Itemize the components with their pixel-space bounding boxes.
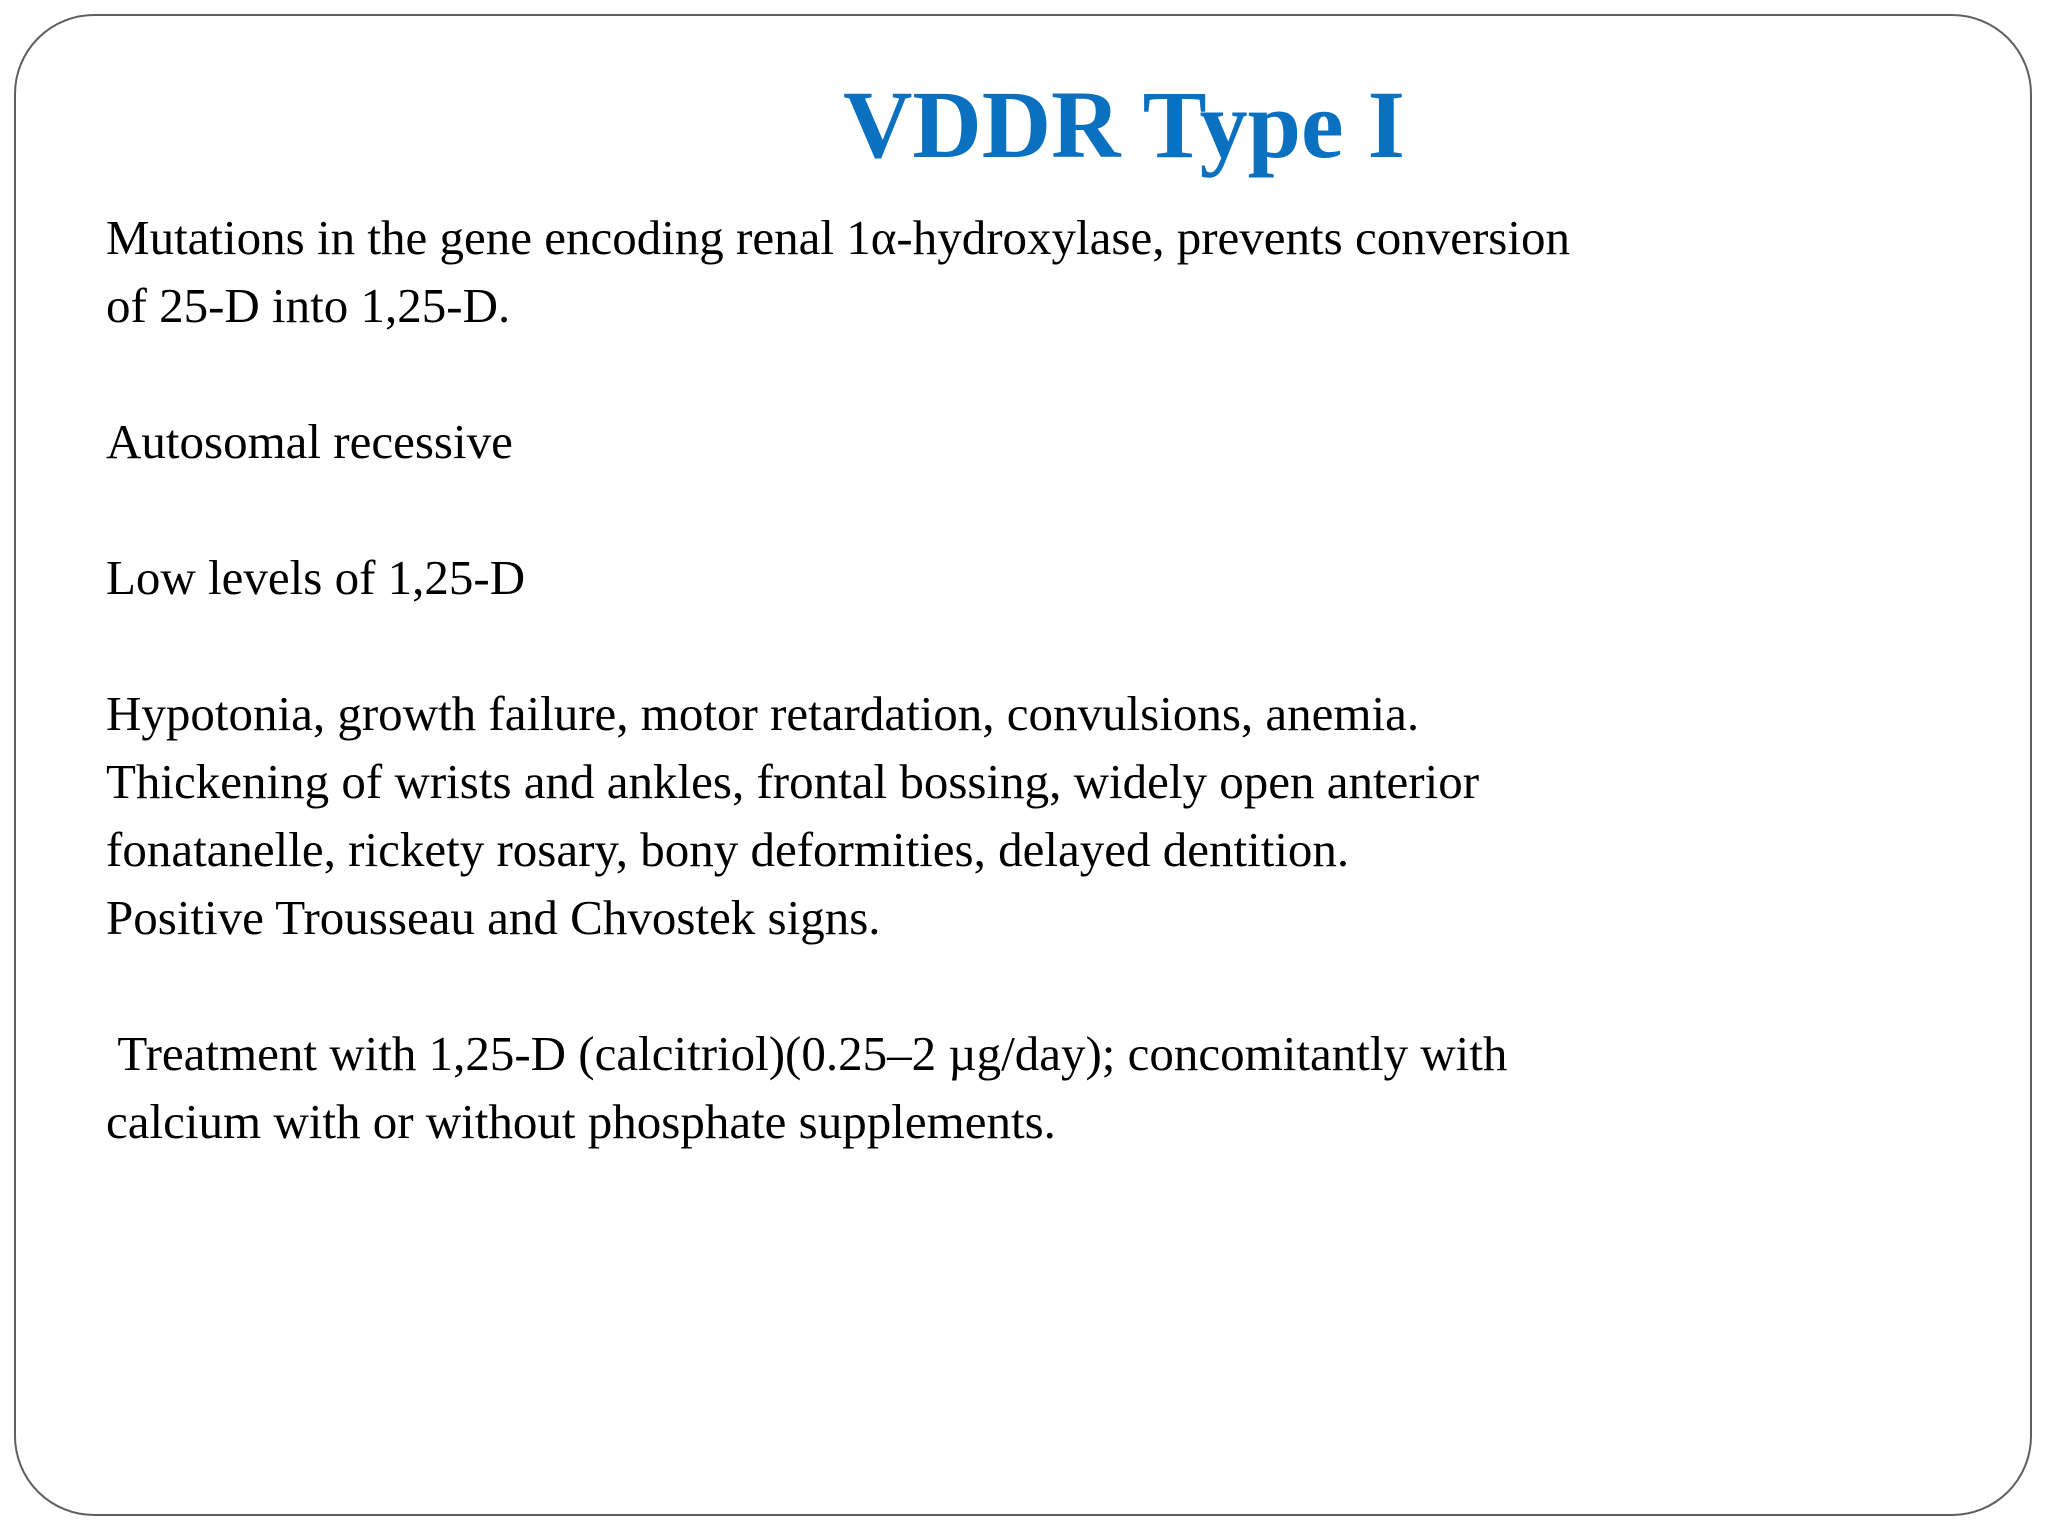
paragraph-mutation: [106, 204, 1906, 340]
paragraph-line: Autosomal recessive: [106, 414, 513, 469]
paragraph-line: Positive Trousseau and Chvostek signs.: [106, 890, 881, 945]
paragraph-inheritance: [106, 408, 1906, 476]
paragraph-treatment: [106, 1020, 1906, 1156]
paragraph-line: of 25-D into 1,25-D.: [106, 278, 511, 333]
paragraph-line: calcium with or without phosphate supplements.: [106, 1094, 1056, 1149]
paragraph-levels: [106, 544, 1906, 612]
paragraph-line: Thickening of wrists and ankles, frontal bossing, widely open anterior: [106, 754, 1480, 809]
paragraph-line: Hypotonia, growth failure, motor retardation, convulsions, anemia.: [106, 686, 1420, 741]
paragraph-line: Low levels of 1,25-D: [106, 550, 526, 605]
paragraph-line: Treatment with 1,25-D (calcitriol)(0.25–2 µg/day); concomitantly with: [106, 1026, 1508, 1081]
slide-title: VDDR Type I: [843, 71, 1405, 178]
slide-body: [106, 204, 1906, 1156]
paragraph-line: Mutations in the gene encoding renal 1α-hydroxylase, prevents conversion: [106, 210, 1570, 265]
paragraph-clinical-features: [106, 680, 1906, 952]
paragraph-line: fonatanelle, rickety rosary, bony deformities, delayed dentition.: [106, 822, 1350, 877]
